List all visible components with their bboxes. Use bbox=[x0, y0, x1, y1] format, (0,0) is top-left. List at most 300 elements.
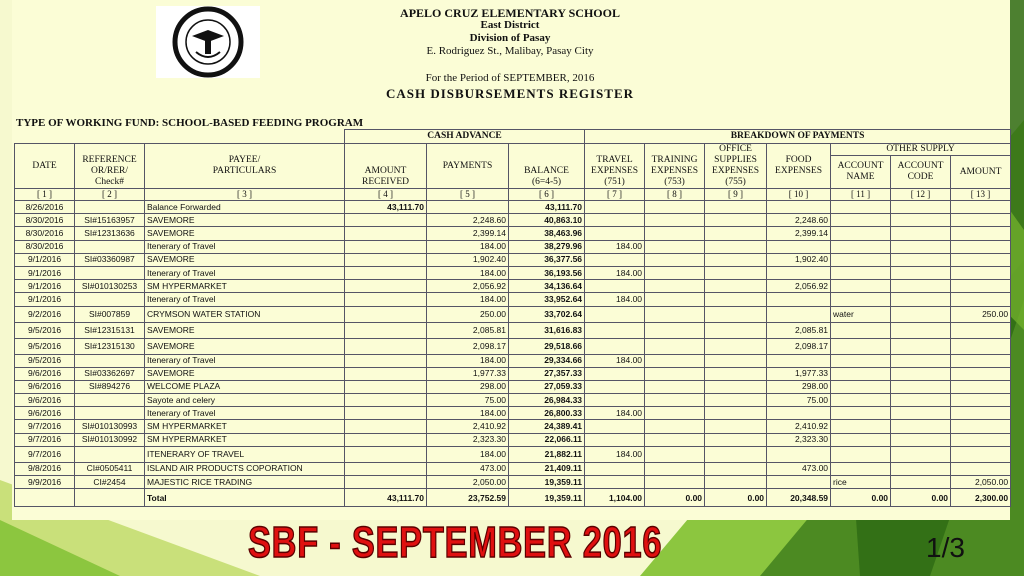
table-cell bbox=[831, 253, 891, 266]
table-cell: 26,984.33 bbox=[509, 394, 585, 407]
table-cell: 184.00 bbox=[427, 293, 509, 306]
table-cell: 184.00 bbox=[427, 407, 509, 420]
total-cell bbox=[75, 489, 145, 507]
table-cell bbox=[75, 446, 145, 462]
table-cell bbox=[767, 354, 831, 367]
table-cell bbox=[767, 266, 831, 279]
table-cell: 38,279.96 bbox=[509, 240, 585, 253]
table-cell bbox=[951, 240, 1011, 253]
table-cell: 26,800.33 bbox=[509, 407, 585, 420]
table-cell bbox=[831, 407, 891, 420]
table-cell: 184.00 bbox=[427, 354, 509, 367]
table-cell: SI#15163957 bbox=[75, 214, 145, 227]
table-cell: 9/6/2016 bbox=[15, 394, 75, 407]
table-cell bbox=[645, 214, 705, 227]
table-cell: 9/9/2016 bbox=[15, 476, 75, 489]
table-cell bbox=[585, 380, 645, 393]
table-cell: 2,050.00 bbox=[427, 476, 509, 489]
division-name: Division of Pasay bbox=[469, 32, 551, 44]
table-cell bbox=[891, 394, 951, 407]
table-cell bbox=[645, 354, 705, 367]
column-number: [ 9 ] bbox=[705, 189, 767, 201]
column-number: [ 2 ] bbox=[75, 189, 145, 201]
table-cell bbox=[831, 322, 891, 338]
table-cell: 184.00 bbox=[585, 354, 645, 367]
table-cell: 40,863.10 bbox=[509, 214, 585, 227]
table-cell bbox=[645, 446, 705, 462]
col-training: TRAINING EXPENSES (753) bbox=[645, 144, 705, 189]
table-cell bbox=[891, 354, 951, 367]
table-cell bbox=[427, 201, 509, 214]
table-cell bbox=[705, 214, 767, 227]
group-other-supply: OTHER SUPPLY bbox=[831, 144, 1011, 156]
table-row bbox=[15, 354, 1011, 367]
table-row bbox=[15, 394, 1011, 407]
table-cell: rice bbox=[831, 476, 891, 489]
table-cell bbox=[585, 433, 645, 446]
table-cell bbox=[345, 214, 427, 227]
table-row bbox=[15, 306, 1011, 322]
total-cell: 20,348.59 bbox=[767, 489, 831, 507]
table-cell bbox=[345, 227, 427, 240]
table-cell bbox=[645, 433, 705, 446]
table-cell bbox=[951, 266, 1011, 279]
table-cell: 184.00 bbox=[427, 240, 509, 253]
table-row bbox=[15, 253, 1011, 266]
table-cell: Itenerary of Travel bbox=[145, 293, 345, 306]
table-row bbox=[15, 367, 1011, 380]
group-cash-advance: CASH ADVANCE bbox=[345, 130, 585, 144]
table-cell bbox=[705, 293, 767, 306]
table-cell bbox=[891, 462, 951, 475]
table-cell bbox=[891, 227, 951, 240]
table-cell bbox=[345, 433, 427, 446]
table-cell bbox=[951, 380, 1011, 393]
table-cell bbox=[645, 476, 705, 489]
table-cell: 2,399.14 bbox=[767, 227, 831, 240]
table-cell: SAVEMORE bbox=[145, 227, 345, 240]
table-cell bbox=[345, 462, 427, 475]
table-cell bbox=[345, 293, 427, 306]
table-cell bbox=[705, 407, 767, 420]
table-cell: 2,248.60 bbox=[427, 214, 509, 227]
table-cell: 250.00 bbox=[951, 306, 1011, 322]
table-cell bbox=[767, 476, 831, 489]
school-seal-logo bbox=[156, 6, 260, 78]
table-row bbox=[15, 433, 1011, 446]
col-payee: PAYEE/ PARTICULARS bbox=[145, 144, 345, 189]
table-cell: 2,323.30 bbox=[427, 433, 509, 446]
table-cell: SAVEMORE bbox=[145, 367, 345, 380]
table-cell bbox=[951, 280, 1011, 293]
table-cell bbox=[767, 407, 831, 420]
table-cell bbox=[831, 433, 891, 446]
table-cell bbox=[705, 476, 767, 489]
table-cell bbox=[891, 476, 951, 489]
table-cell bbox=[951, 354, 1011, 367]
column-number: [ 11 ] bbox=[831, 189, 891, 201]
disbursements-table bbox=[14, 129, 1011, 507]
table-cell: ITENERARY OF TRAVEL bbox=[145, 446, 345, 462]
table-cell: 9/1/2016 bbox=[15, 280, 75, 293]
table-cell: 43,111.70 bbox=[509, 201, 585, 214]
total-cell: 1,104.00 bbox=[585, 489, 645, 507]
table-cell bbox=[345, 338, 427, 354]
table-cell: Itenerary of Travel bbox=[145, 407, 345, 420]
col-payments: PAYMENTS bbox=[427, 144, 509, 189]
table-cell: 473.00 bbox=[767, 462, 831, 475]
table-cell bbox=[705, 433, 767, 446]
table-cell: 9/1/2016 bbox=[15, 253, 75, 266]
table-cell: 1,902.40 bbox=[427, 253, 509, 266]
table-cell bbox=[645, 420, 705, 433]
table-cell bbox=[345, 380, 427, 393]
table-cell: 29,518.66 bbox=[509, 338, 585, 354]
table-cell: 21,409.11 bbox=[509, 462, 585, 475]
table-cell: SAVEMORE bbox=[145, 338, 345, 354]
table-cell: 22,066.11 bbox=[509, 433, 585, 446]
table-cell: 184.00 bbox=[585, 240, 645, 253]
totals-row bbox=[15, 489, 1011, 507]
table-cell: SI#010130993 bbox=[75, 420, 145, 433]
table-cell bbox=[345, 446, 427, 462]
table-cell bbox=[951, 446, 1011, 462]
table-cell bbox=[951, 420, 1011, 433]
table-cell: 2,410.92 bbox=[427, 420, 509, 433]
table-cell bbox=[951, 394, 1011, 407]
table-cell bbox=[705, 253, 767, 266]
table-cell bbox=[891, 214, 951, 227]
table-cell bbox=[585, 306, 645, 322]
table-cell bbox=[767, 201, 831, 214]
report-title: CASH DISBURSEMENTS REGISTER bbox=[385, 86, 635, 101]
table-row bbox=[15, 338, 1011, 354]
table-cell bbox=[891, 266, 951, 279]
table-cell bbox=[891, 253, 951, 266]
column-number: [ 8 ] bbox=[645, 189, 705, 201]
total-cell: 43,111.70 bbox=[345, 489, 427, 507]
table-cell bbox=[645, 306, 705, 322]
table-cell: SI#010130992 bbox=[75, 433, 145, 446]
table-cell bbox=[645, 407, 705, 420]
table-cell: 2,056.92 bbox=[427, 280, 509, 293]
table-cell bbox=[645, 338, 705, 354]
table-cell: 298.00 bbox=[767, 380, 831, 393]
table-cell: Itenerary of Travel bbox=[145, 354, 345, 367]
table-cell bbox=[645, 266, 705, 279]
table-cell: SI#007859 bbox=[75, 306, 145, 322]
table-cell bbox=[585, 227, 645, 240]
table-cell bbox=[831, 380, 891, 393]
column-number: [ 5 ] bbox=[427, 189, 509, 201]
district-name: East District bbox=[480, 19, 540, 31]
table-cell bbox=[345, 367, 427, 380]
table-cell: 9/6/2016 bbox=[15, 367, 75, 380]
table-row bbox=[15, 380, 1011, 393]
total-cell: 2,300.00 bbox=[951, 489, 1011, 507]
table-cell: SI#12315130 bbox=[75, 338, 145, 354]
table-cell bbox=[831, 354, 891, 367]
table-cell bbox=[705, 322, 767, 338]
table-cell bbox=[345, 476, 427, 489]
table-cell: Itenerary of Travel bbox=[145, 240, 345, 253]
table-cell: Balance Forwarded bbox=[145, 201, 345, 214]
table-cell: 9/5/2016 bbox=[15, 322, 75, 338]
table-cell: 473.00 bbox=[427, 462, 509, 475]
table-cell: SAVEMORE bbox=[145, 253, 345, 266]
table-cell: CRYMSON WATER STATION bbox=[145, 306, 345, 322]
table-cell: 8/26/2016 bbox=[15, 201, 75, 214]
table-cell bbox=[831, 240, 891, 253]
table-cell bbox=[705, 266, 767, 279]
table-cell: 250.00 bbox=[427, 306, 509, 322]
table-cell bbox=[951, 367, 1011, 380]
table-cell: 9/5/2016 bbox=[15, 354, 75, 367]
table-cell bbox=[645, 227, 705, 240]
col-other-amount: AMOUNT bbox=[951, 156, 1011, 189]
table-cell bbox=[345, 394, 427, 407]
table-row bbox=[15, 266, 1011, 279]
table-cell: 29,334.66 bbox=[509, 354, 585, 367]
table-cell bbox=[831, 338, 891, 354]
table-cell: 2,399.14 bbox=[427, 227, 509, 240]
table-cell: 8/30/2016 bbox=[15, 227, 75, 240]
fund-type-label: TYPE OF WORKING FUND: SCHOOL-BASED FEEDING PROGRAM bbox=[16, 117, 364, 129]
table-cell bbox=[75, 240, 145, 253]
table-cell bbox=[831, 446, 891, 462]
table-cell: MAJESTIC RICE TRADING bbox=[145, 476, 345, 489]
table-cell bbox=[645, 380, 705, 393]
table-cell: SM HYPERMARKET bbox=[145, 420, 345, 433]
table-cell bbox=[951, 338, 1011, 354]
school-name: APELO CRUZ ELEMENTARY SCHOOL bbox=[400, 6, 620, 20]
table-cell: 1,902.40 bbox=[767, 253, 831, 266]
table-cell bbox=[345, 407, 427, 420]
table-cell bbox=[831, 201, 891, 214]
table-cell bbox=[75, 354, 145, 367]
table-cell bbox=[645, 394, 705, 407]
report-period: For the Period of SEPTEMBER, 2016 bbox=[425, 72, 595, 84]
table-cell bbox=[585, 214, 645, 227]
table-cell bbox=[585, 201, 645, 214]
table-cell: ISLAND AIR PRODUCTS COPORATION bbox=[145, 462, 345, 475]
table-cell: 8/30/2016 bbox=[15, 214, 75, 227]
table-cell bbox=[75, 201, 145, 214]
table-cell bbox=[645, 201, 705, 214]
table-cell: 184.00 bbox=[585, 407, 645, 420]
table-cell bbox=[951, 201, 1011, 214]
table-cell bbox=[705, 380, 767, 393]
table-cell: 9/8/2016 bbox=[15, 462, 75, 475]
table-cell: 38,463.96 bbox=[509, 227, 585, 240]
table-row bbox=[15, 462, 1011, 475]
school-address: E. Rodriguez St., Malibay, Pasay City bbox=[426, 45, 594, 57]
table-cell bbox=[767, 306, 831, 322]
table-cell bbox=[951, 322, 1011, 338]
table-cell: SI#12313636 bbox=[75, 227, 145, 240]
table-cell: 19,359.11 bbox=[509, 476, 585, 489]
table-cell bbox=[831, 420, 891, 433]
col-food: FOOD EXPENSES bbox=[767, 144, 831, 189]
table-cell: 34,136.64 bbox=[509, 280, 585, 293]
table-cell bbox=[585, 322, 645, 338]
table-cell bbox=[951, 214, 1011, 227]
table-cell: 27,059.33 bbox=[509, 380, 585, 393]
table-cell: 33,702.64 bbox=[509, 306, 585, 322]
table-cell: SI#12315131 bbox=[75, 322, 145, 338]
table-cell bbox=[831, 280, 891, 293]
table-cell bbox=[891, 280, 951, 293]
table-cell: 1,977.33 bbox=[427, 367, 509, 380]
table-cell bbox=[831, 462, 891, 475]
total-cell: 0.00 bbox=[831, 489, 891, 507]
col-balance: BALANCE (6=4-5) bbox=[509, 144, 585, 189]
table-cell: 2,248.60 bbox=[767, 214, 831, 227]
table-cell bbox=[891, 367, 951, 380]
table-cell: 9/1/2016 bbox=[15, 266, 75, 279]
col-travel: TRAVEL EXPENSES (751) bbox=[585, 144, 645, 189]
table-cell: 184.00 bbox=[427, 446, 509, 462]
table-cell: 9/5/2016 bbox=[15, 338, 75, 354]
table-cell bbox=[75, 293, 145, 306]
table-cell: 27,357.33 bbox=[509, 367, 585, 380]
table-cell bbox=[645, 322, 705, 338]
column-number: [ 6 ] bbox=[509, 189, 585, 201]
table-cell bbox=[891, 338, 951, 354]
table-cell: 9/6/2016 bbox=[15, 407, 75, 420]
table-cell: water bbox=[831, 306, 891, 322]
table-cell bbox=[705, 420, 767, 433]
table-row bbox=[15, 227, 1011, 240]
table-cell bbox=[75, 407, 145, 420]
table-row bbox=[15, 214, 1011, 227]
table-row bbox=[15, 201, 1011, 214]
table-cell bbox=[767, 446, 831, 462]
table-cell: 24,389.41 bbox=[509, 420, 585, 433]
table-cell bbox=[345, 420, 427, 433]
table-row bbox=[15, 322, 1011, 338]
table-cell: 9/7/2016 bbox=[15, 420, 75, 433]
table-cell bbox=[345, 280, 427, 293]
table-cell bbox=[585, 420, 645, 433]
table-row bbox=[15, 280, 1011, 293]
table-cell: CI#2454 bbox=[75, 476, 145, 489]
table-cell bbox=[951, 227, 1011, 240]
column-number: [ 13 ] bbox=[951, 189, 1011, 201]
table-cell: 184.00 bbox=[585, 266, 645, 279]
table-cell bbox=[705, 201, 767, 214]
table-cell: 2,056.92 bbox=[767, 280, 831, 293]
table-cell bbox=[585, 394, 645, 407]
table-cell bbox=[585, 280, 645, 293]
table-cell bbox=[645, 462, 705, 475]
col-amount-received: AMOUNT RECEIVED bbox=[345, 144, 427, 189]
table-row bbox=[15, 476, 1011, 489]
table-cell: 9/7/2016 bbox=[15, 446, 75, 462]
table-cell bbox=[891, 201, 951, 214]
col-reference: REFERENCE OR/RER/ Check# bbox=[75, 144, 145, 189]
table-cell bbox=[891, 240, 951, 253]
table-cell: SM HYPERMARKET bbox=[145, 433, 345, 446]
column-number: [ 3 ] bbox=[145, 189, 345, 201]
table-cell bbox=[705, 240, 767, 253]
table-cell: 9/6/2016 bbox=[15, 380, 75, 393]
table-cell: 9/2/2016 bbox=[15, 306, 75, 322]
table-cell bbox=[891, 420, 951, 433]
column-number: [ 10 ] bbox=[767, 189, 831, 201]
table-cell bbox=[705, 338, 767, 354]
group-breakdown: BREAKDOWN OF PAYMENTS bbox=[585, 130, 1011, 144]
column-number: [ 1 ] bbox=[15, 189, 75, 201]
table-cell bbox=[951, 407, 1011, 420]
table-cell bbox=[705, 367, 767, 380]
table-cell bbox=[705, 280, 767, 293]
table-cell: 2,085.81 bbox=[427, 322, 509, 338]
table-row bbox=[15, 407, 1011, 420]
total-cell: 23,752.59 bbox=[427, 489, 509, 507]
table-cell: WELCOME PLAZA bbox=[145, 380, 345, 393]
table-cell: SI#03362697 bbox=[75, 367, 145, 380]
table-cell: SI#03360987 bbox=[75, 253, 145, 266]
table-cell: 43,111.70 bbox=[345, 201, 427, 214]
table-cell bbox=[345, 253, 427, 266]
table-cell: 75.00 bbox=[427, 394, 509, 407]
page-number: 1/3 bbox=[926, 532, 965, 563]
table-cell bbox=[645, 240, 705, 253]
table-cell: Sayote and celery bbox=[145, 394, 345, 407]
table-cell bbox=[767, 293, 831, 306]
table-cell bbox=[891, 446, 951, 462]
table-cell: 33,952.64 bbox=[509, 293, 585, 306]
table-row bbox=[15, 240, 1011, 253]
table-cell bbox=[75, 266, 145, 279]
table-cell: Itenerary of Travel bbox=[145, 266, 345, 279]
table-cell: SAVEMORE bbox=[145, 322, 345, 338]
table-cell: SM HYPERMARKET bbox=[145, 280, 345, 293]
table-cell bbox=[705, 354, 767, 367]
table-cell bbox=[585, 253, 645, 266]
table-cell bbox=[831, 214, 891, 227]
col-account-name: ACCOUNT NAME bbox=[831, 156, 891, 189]
table-cell: SI#894276 bbox=[75, 380, 145, 393]
table-cell bbox=[645, 253, 705, 266]
total-cell: 19,359.11 bbox=[509, 489, 585, 507]
table-cell bbox=[585, 462, 645, 475]
table-cell bbox=[891, 306, 951, 322]
table-cell bbox=[951, 433, 1011, 446]
table-cell: CI#0505411 bbox=[75, 462, 145, 475]
table-cell: 36,193.56 bbox=[509, 266, 585, 279]
table-row bbox=[15, 446, 1011, 462]
table-cell: 184.00 bbox=[585, 293, 645, 306]
slide-caption: SBF - SEPTEMBER 2016 bbox=[248, 518, 663, 567]
table-cell bbox=[891, 380, 951, 393]
table-cell: 2,410.92 bbox=[767, 420, 831, 433]
table-cell: 75.00 bbox=[767, 394, 831, 407]
column-number: [ 12 ] bbox=[891, 189, 951, 201]
table-cell: 2,098.17 bbox=[767, 338, 831, 354]
table-cell: 2,085.81 bbox=[767, 322, 831, 338]
table-cell bbox=[951, 462, 1011, 475]
table-cell: 2,050.00 bbox=[951, 476, 1011, 489]
table-cell bbox=[831, 367, 891, 380]
table-cell bbox=[831, 293, 891, 306]
table-cell: SAVEMORE bbox=[145, 214, 345, 227]
table-cell: 9/7/2016 bbox=[15, 433, 75, 446]
table-cell bbox=[75, 394, 145, 407]
table-cell bbox=[951, 293, 1011, 306]
table-cell bbox=[345, 322, 427, 338]
